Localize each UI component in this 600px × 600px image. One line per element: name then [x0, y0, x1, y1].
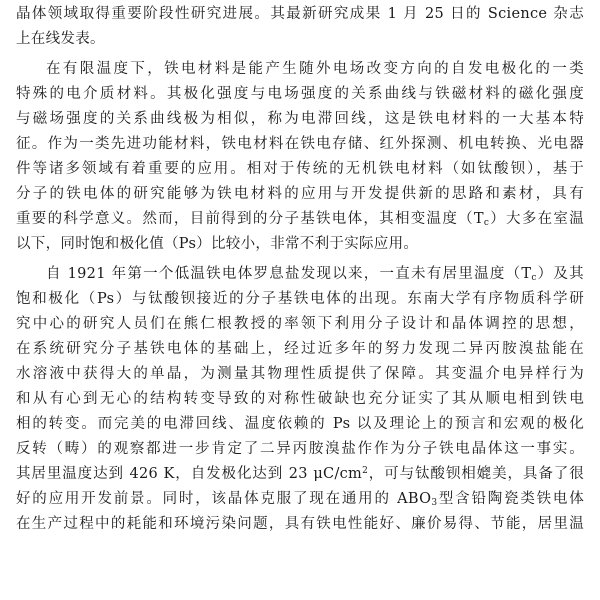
text-run: 究中心的研究人员们在熊仁根教授的率领下利用分子设计和晶体调控的思想，	[16, 316, 584, 332]
text-run: 上在线发表。	[16, 31, 105, 47]
text-line	[16, 157, 584, 182]
text-line	[16, 57, 584, 82]
text-line	[16, 387, 584, 412]
text-line	[16, 287, 584, 312]
text-line	[16, 262, 584, 287]
text-line	[16, 512, 584, 537]
text-run: 好的应用开发前景。同时，该晶体克服了现在通用的 ABO	[16, 491, 432, 507]
text-run-tail: ，可与钛酸钡相媲美，具备了很	[368, 466, 584, 482]
superscript: 2	[362, 466, 369, 476]
text-run: 自 1921 年第一个低温铁电体罗息盐发现以来，一直未有居里温度（T	[46, 266, 532, 282]
text-line	[16, 182, 584, 207]
text-run: 件等诸多领域有着重要的应用。相对于传统的无机铁电材料（如钛酸钡），基于	[16, 161, 584, 177]
text-run: 重要的科学意义。然而，目前得到的分子基铁电体，其相变温度（T	[16, 211, 484, 227]
text-line	[16, 132, 584, 157]
text-run: 特殊的电介质材料。其极化强度与电场强度的关系曲线与铁磁材料的磁化强度	[16, 86, 584, 102]
text-line	[16, 462, 584, 487]
subscript: c	[531, 273, 537, 283]
text-line	[16, 207, 584, 232]
text-run: 饱和极化（Ps）与钛酸钡接近的分子基铁电体的出现。东南大学有序物质科学研	[16, 291, 584, 307]
text-line	[16, 107, 584, 132]
text-line	[16, 437, 584, 462]
text-run-tail: ）大多在室温	[489, 211, 584, 227]
text-run: 和从有心到无心的结构转变导致的对称性破缺也充分证实了其从顺电相到铁电	[16, 391, 584, 407]
text-line	[16, 337, 584, 362]
text-run: 晶体领域取得重要阶段性研究进展。其最新研究成果 1 月 25 日的 Science 杂志	[16, 6, 584, 22]
subscript: c	[483, 218, 490, 228]
text-run: 其居里温度达到 426 K，自发极化达到 23 μC/cm	[16, 466, 363, 482]
text-line	[16, 2, 584, 27]
text-run: 相的转变。而完美的电滞回线、温度依赖的 Ps 以及理论上的预言和宏观的极化	[16, 416, 584, 432]
text-run: 与磁场强度的关系曲线极为相似，称为电滞回线，这是铁电材料的一大基本特	[16, 111, 584, 127]
text-run: 以下，同时饱和极化值（Ps）比较小，非常不利于实际应用。	[16, 236, 419, 252]
text-line	[16, 362, 584, 387]
text-line	[16, 487, 584, 512]
text-line	[16, 232, 584, 257]
text-run: 征。作为一类先进功能材料，铁电材料在铁电存储、红外探测、机电转换、光电器	[16, 136, 584, 152]
text-run: 在系统研究分子基铁电体的基础上，经过近多年的努力发现二异丙胺溴盐能在	[16, 341, 584, 357]
text-line	[16, 412, 584, 437]
text-line	[16, 82, 584, 107]
text-line	[16, 27, 584, 52]
text-run: 在生产过程中的耗能和环境污染问题，具有铁电性能好、廉价易得、节能，居里温	[16, 516, 584, 532]
text-run: 分子的铁电体的研究能够为铁电材料的应用与开发提供新的思路和素材，具有	[16, 186, 584, 202]
subscript: 3	[431, 498, 438, 508]
text-run: 在有限温度下，铁电材料是能产生随外电场改变方向的自发电极化的一类	[46, 61, 584, 77]
document-body	[16, 2, 584, 537]
text-run: 水溶液中获得大的单晶，为测量其物理性质提供了保障。其变温介电异样行为	[16, 366, 584, 382]
text-line	[16, 312, 584, 337]
text-run: 反转（畴）的观察都进一步肯定了二异丙胺溴盐作作为分子铁电晶体这一事实。	[16, 441, 584, 457]
text-run-tail: 型含铅陶瓷类铁电体	[437, 491, 584, 507]
text-run-tail: ）及其	[536, 266, 584, 282]
